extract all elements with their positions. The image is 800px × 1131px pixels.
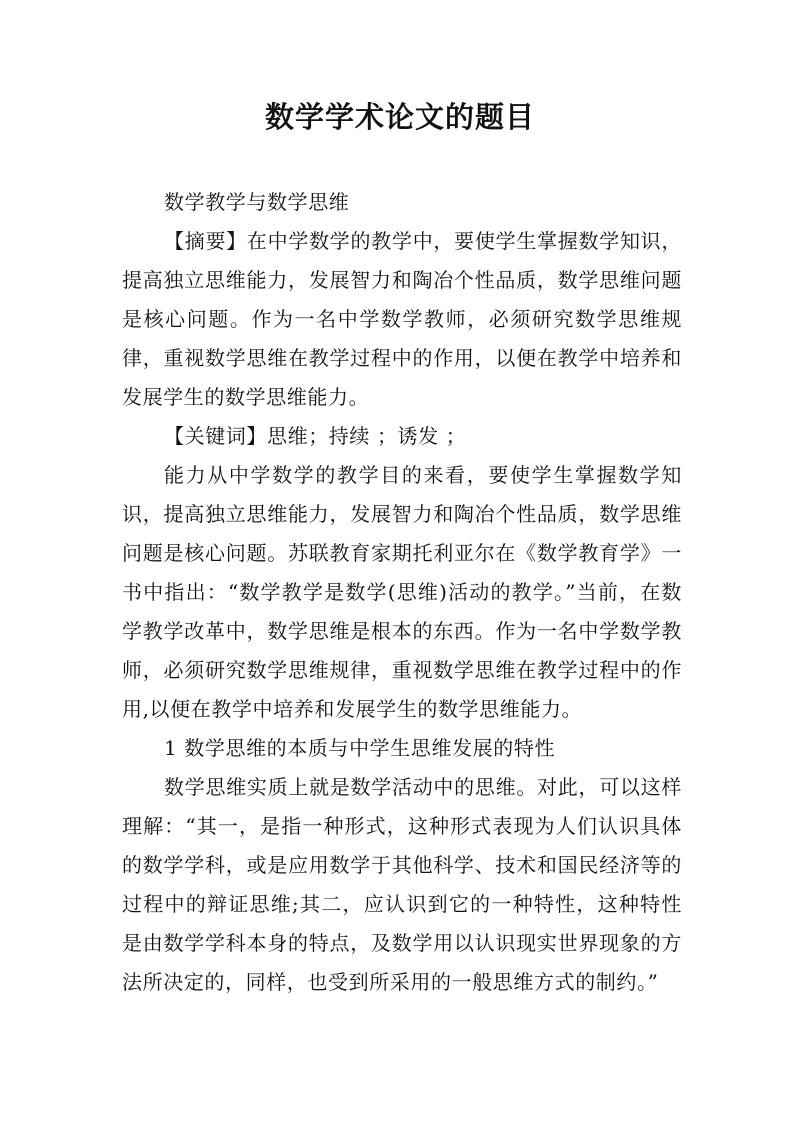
section-subtitle: 数学教学与数学思维 [164,190,350,214]
abstract-paragraph: 【摘要】在中学数学的教学中，要使学生掌握数学知识，提高独立思维能力，发展智力和陶冶个性品质，数学思维问题是核心问题。作为一名中学数学教师，必须研究数学思维规律，重视数学思维在教学过程中的作用，以便在教学中培养和发展学生的数学思维能力。 [122,229,682,409]
section-heading-1: 1 数学思维的本质与中学生思维发展的特性 [164,736,556,760]
document-title: 数学学术论文的题目 [264,100,535,134]
body-paragraph-essence: 数学思维实质上就是数学活动中的思维。对此，可以这样理解：“其一，是指一种形式，这种形式表现为人们认识具体的数学学科，或是应用数学于其他科学、技术和国民经济等的过程中的辩证思维;其二，应认识到它的一种特性，这种特性是由数学学科本身的特点，及数学用以认识现实世界现象的方法所决定的，同样，也受到所采用的一般思维方式的制约。” [122,775,682,994]
keywords-paragraph: 【关键词】思维；持续 ；诱发 ； [164,424,467,448]
body-paragraph-intro: 能力从中学数学的教学目的来看，要使学生掌握数学知识，提高独立思维能力，发展智力和陶冶个性品质，数学思维问题是核心问题。苏联教育家期托利亚尔在《数学教育学》一书中指出：“数学教学是数学(思维)活动的教学。”当前，在数学教学改革中，数学思维是根本的东西。作为一名中学数学教师，必须研究数学思维规律，重视数学思维在教学过程中的作用,以便在教学中培养和发展学生的数学思维能力。 [122,463,682,721]
document-body [122,183,682,1002]
